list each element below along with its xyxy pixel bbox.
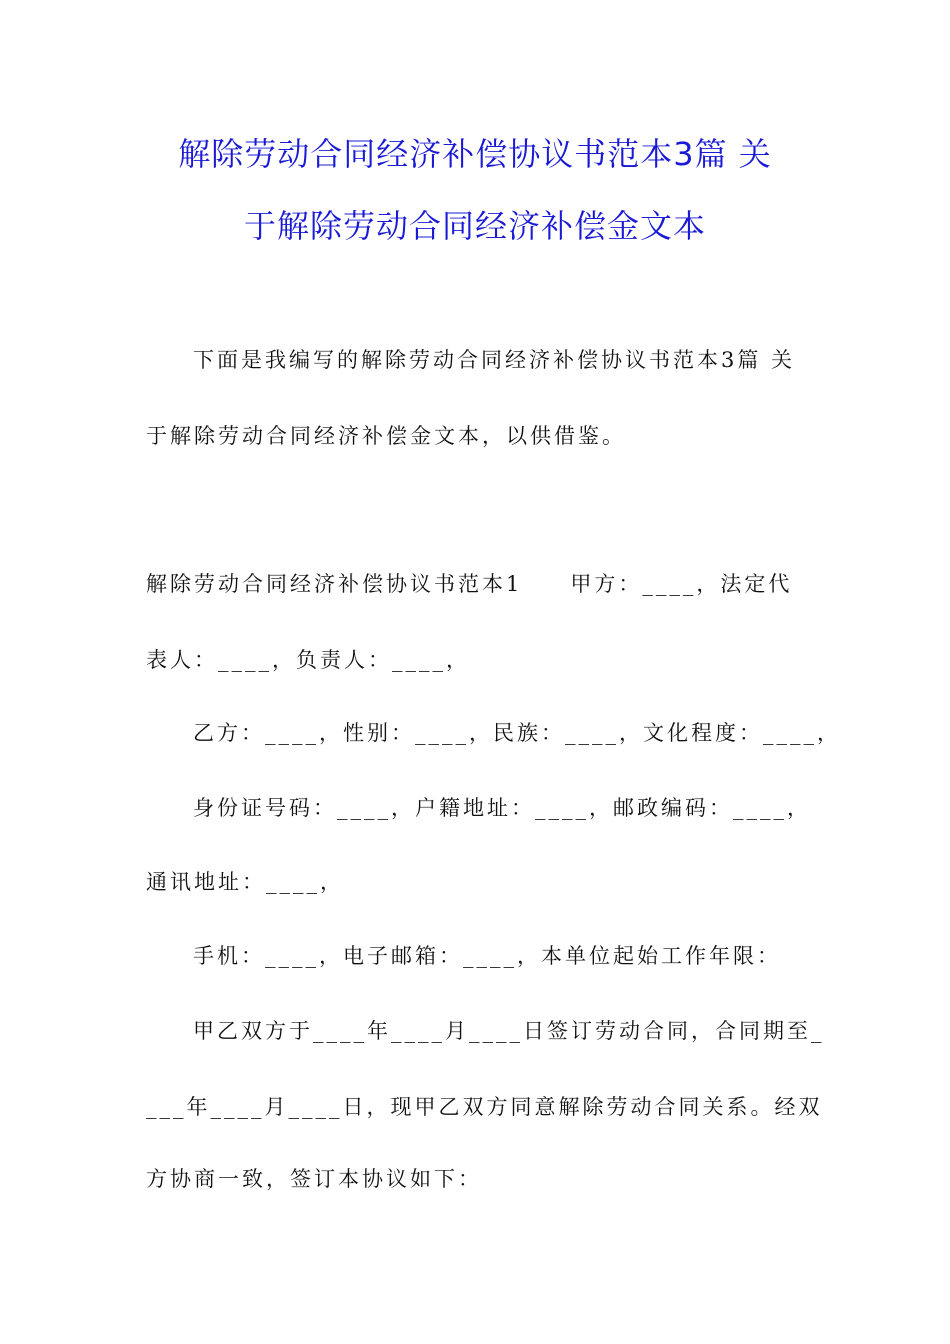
intro-paragraph-line-2: 于解除劳动合同经济补偿金文本，以供借鉴。 <box>146 424 626 448</box>
contract-line-3: 方协商一致，签订本协议如下： <box>146 1167 482 1191</box>
party-a-line-2: 表人：____，负责人：____， <box>146 648 470 672</box>
party-b-line-2: 身份证号码：____，户籍地址：____，邮政编码：____， <box>193 796 811 820</box>
party-b-line-3: 通讯地址：____， <box>146 870 344 894</box>
party-a-line-1: 甲方：____，法定代 <box>570 572 793 596</box>
party-b-line-4: 手机：____，电子邮箱：____，本单位起始工作年限： <box>193 944 781 968</box>
section-heading: 解除劳动合同经济补偿协议书范本1 <box>146 572 523 596</box>
section-heading-row <box>146 569 792 599</box>
party-b-line-1: 乙方：____，性别：____，民族：____，文化程度：____， <box>193 721 841 745</box>
contract-line-2: ___年____月____日，现甲乙双方同意解除劳动合同关系。经双 <box>146 1095 823 1119</box>
document-title-line-2: 于解除劳动合同经济补偿金文本 <box>243 207 706 245</box>
contract-line-1: 甲乙双方于____年____月____日签订劳动合同，合同期至_ <box>193 1019 825 1043</box>
intro-paragraph-line-1: 下面是我编写的解除劳动合同经济补偿协议书范本3篇 关 <box>193 348 796 372</box>
document-title-line-1: 解除劳动合同经济补偿协议书范本3篇 关 <box>178 135 772 173</box>
